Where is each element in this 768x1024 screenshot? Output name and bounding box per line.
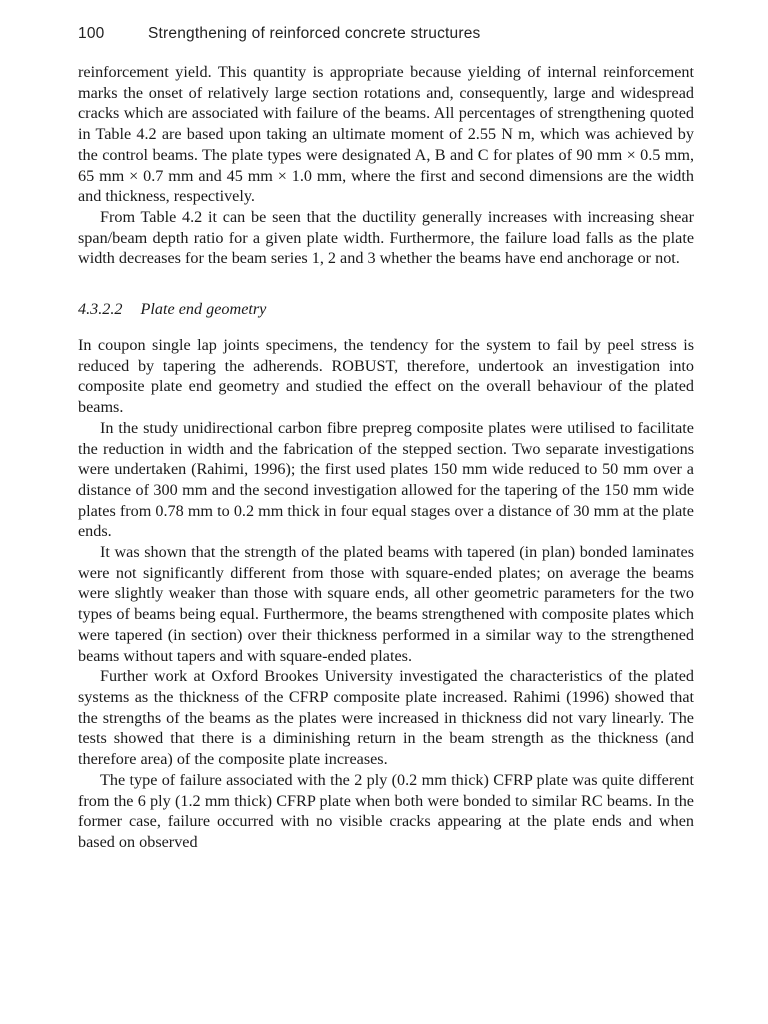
paragraph: It was shown that the strength of the plated beams with tapered (in plan) bonded laminates were not significantly different from those with square-ended plates; on average the beams were slightly weaker than those with square ends, all other geometric parameters for the two types of beams being equal. Furthermore, the beams strengthened with composite plates which were tapered (in section) over their thickness performed in a similar way to the strengthened beams without tapers and with square-ended plates. xyxy=(78,543,694,665)
paragraph: In the study unidirectional carbon fibre prepreg composite plates were utilised to facilitate the reduction in width and the fabrication of the stepped section. Two separate investigations were undertaken (Rahimi, 1996); the first used plates 150 mm wide reduced to 50 mm over a distance of 300 mm and the second investigation allowed for the tapering of the 150 mm wide plates from 0.78 mm to 0.2 mm thick in four equal stages over a distance of 30 mm at the plate ends. xyxy=(78,418,694,541)
paragraph-continued: reinforcement yield. This quantity is appropriate because yielding of internal reinforcement marks the onset of relatively large section rotations and, consequently, large and widespread cracks which are associated with failure of the beams. All percentages of strengthening quoted in Table 4.2 are based upon taking an ultimate moment of 2.55 N m, which was achieved by the control beams. The plate types were designated A, B and C for plates of 90 mm × 0.5 mm, 65 mm × 0.7 mm and 45 mm × 1.0 mm, where the first and second dimensions are the width and thickness, respectively. xyxy=(78,63,694,206)
paragraph: In coupon single lap joints specimens, the tendency for the system to fail by peel stress is reduced by tapering the adherends. ROBUST, therefore, undertook an investigation into composite plate end geometry and studied the effect on the overall behaviour of the plated beams. xyxy=(78,336,694,417)
section-title: Plate end geometry xyxy=(140,300,267,319)
page-number: 100 xyxy=(78,25,105,42)
document-page xyxy=(78,22,694,853)
paragraph: From Table 4.2 it can be seen that the ductility generally increases with increasing shear span/beam depth ratio for a given plate width. Furthermore, the failure load falls as the plate width decreases for the beam series 1, 2 and 3 whether the beams have end anchorage or not. xyxy=(78,207,694,268)
body-text xyxy=(78,62,694,853)
paragraph: Further work at Oxford Brookes University investigated the characteristics of the plated systems as the thickness of the CFRP composite plate increased. Rahimi (1996) showed that the strengths of the beams as the plates were increased in thickness did not vary linearly. The tests showed that there is a diminishing return in the beam strength as the thickness (and therefore area) of the composite plate increases. xyxy=(78,667,694,769)
running-title: Strengthening of reinforced concrete structures xyxy=(148,25,481,42)
section-number: 4.3.2.2 xyxy=(78,300,123,319)
section-heading xyxy=(78,299,694,319)
running-header xyxy=(78,22,694,46)
paragraph: The type of failure associated with the 2 ply (0.2 mm thick) CFRP plate was quite different from the 6 ply (1.2 mm thick) CFRP plate when both were bonded to similar RC beams. In the former case, failure occurred with no visible cracks appearing at the plate ends and when based on observed xyxy=(78,770,694,851)
